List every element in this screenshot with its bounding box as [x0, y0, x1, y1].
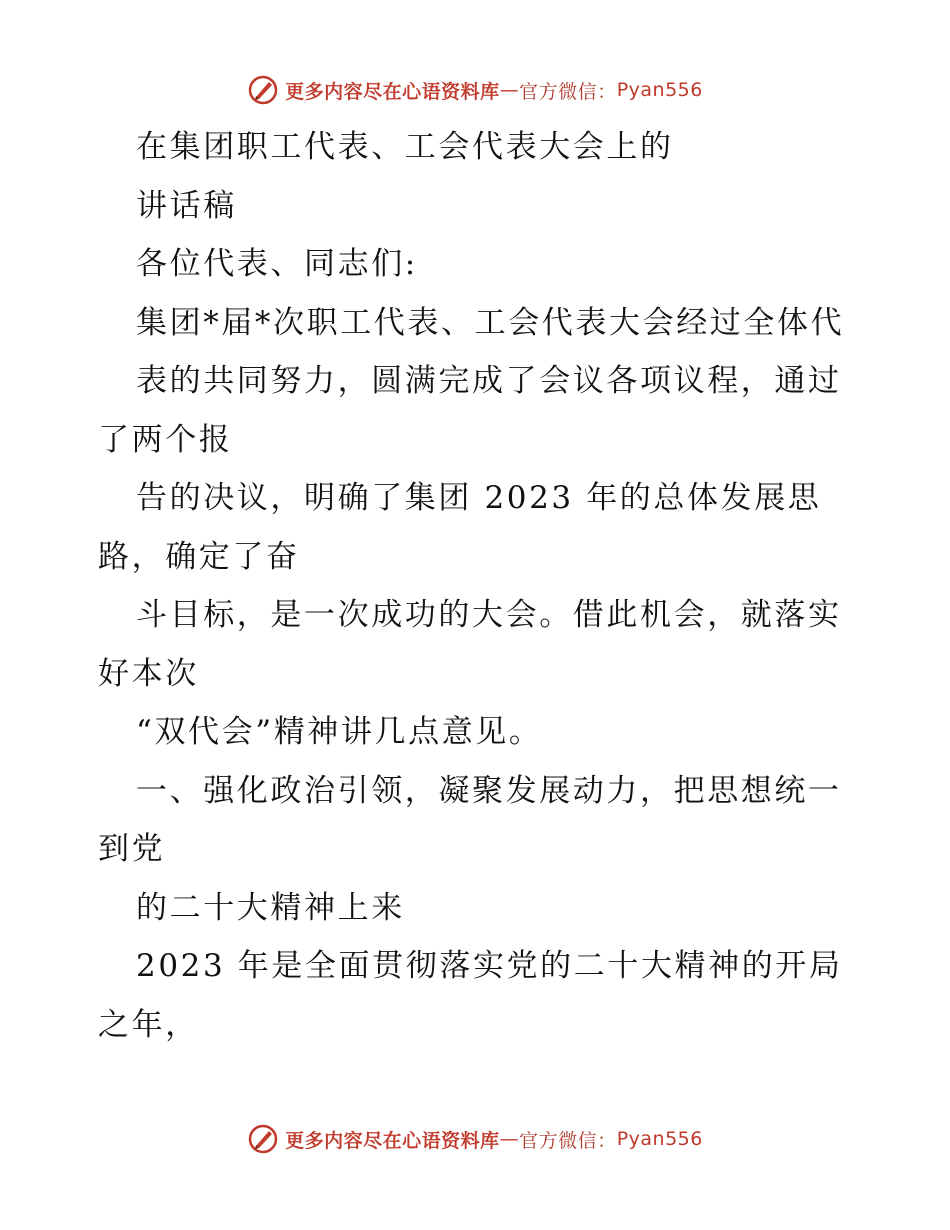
watermark-contact-label: 官方微信： [519, 1129, 617, 1152]
text-line: 斗目标，是一次成功的大会。借此机会，就落实 [136, 597, 842, 633]
text-line: 路，确定了奋 [98, 538, 300, 575]
text-line: 一、强化政治引领，凝聚发展动力，把思想统一 [136, 772, 842, 809]
text-line: 表的共同努力，圆满完成了会议各项议程，通过 [136, 363, 842, 399]
watermark-separator: — [499, 79, 520, 101]
watermark-separator: — [499, 1128, 520, 1150]
text-line: 讲话稿 [136, 187, 237, 224]
quill-pen-logo-icon [247, 74, 279, 106]
document-body [98, 118, 858, 1054]
text-line: 2023 年是全面贯彻落实党的二十大精神的开局 [136, 948, 843, 984]
text-line: 好本次 [98, 655, 199, 692]
watermark-main-text: 更多内容尽在心语资料库 [285, 80, 500, 103]
footer-watermark [0, 1123, 950, 1155]
text-line: 到党 [98, 831, 166, 867]
watermark-main-text: 更多内容尽在心语资料库 [285, 1129, 500, 1152]
text-line: 在集团职工代表、工会代表大会上的 [136, 129, 674, 165]
text-line: 之年， [98, 1006, 199, 1043]
text-line: 的二十大精神上来 [136, 889, 405, 926]
text-line: 各位代表、同志们: [136, 246, 418, 282]
text-line: “双代会”精神讲几点意见。 [136, 714, 543, 750]
watermark-contact-id: Pyan556 [616, 1128, 703, 1150]
text-line: 了两个报 [98, 421, 233, 458]
text-line: 集团*届*次职工代表、工会代表大会经过全体代 [136, 304, 845, 341]
text-line: 告的决议，明确了集团 2023 年的总体发展思 [136, 480, 822, 516]
watermark-contact-label: 官方微信： [519, 80, 617, 103]
quill-pen-logo-icon [247, 1123, 279, 1155]
watermark-contact-id: Pyan556 [616, 79, 703, 101]
header-watermark [0, 74, 950, 106]
